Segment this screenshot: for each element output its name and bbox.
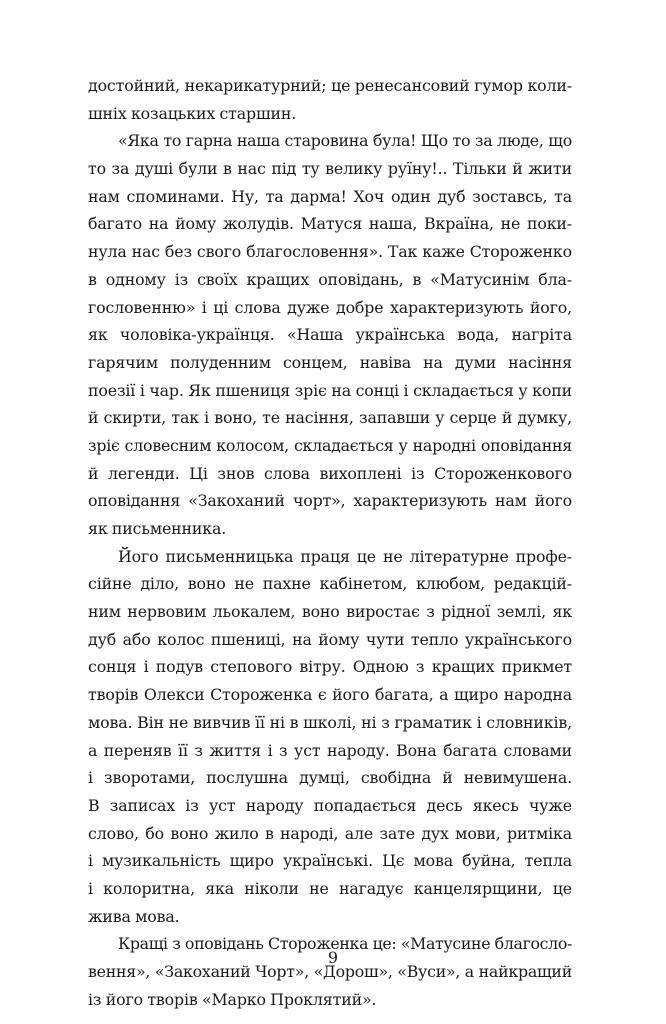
text-line: дуб або колос пшениці, на йому чути тепло українського <box>88 629 572 649</box>
text-line: жива мова. <box>88 906 180 926</box>
text-line: шніх козацьких старшин. <box>88 103 297 123</box>
text-line: багато на йому жолудів. Матуся наша, Вкраїна, не поки- <box>88 214 572 234</box>
paragraph-3 <box>88 543 572 931</box>
text-line: як чоловіка-українця. «Наша українська вода, нагріта <box>88 325 572 345</box>
text-line: сійне діло, воно не пахне кабінетом, клюбом, редакцій- <box>88 574 572 594</box>
page-number: 9 <box>327 948 339 967</box>
text-line: в одному із своїх кращих оповідань, в «Матусинім бла- <box>88 269 572 289</box>
paragraph-1 <box>88 72 572 127</box>
text-line: оповідання «Закоханий чорт», характеризують нам його <box>88 491 572 511</box>
text-line: й легенди. Ці знов слова вихоплені із Стороженкового <box>88 463 572 483</box>
text-line: і колоритна, яка ніколи не нагадує канцелярщини, це <box>88 878 572 898</box>
text-line: сонця і подув степового вітру. Одною з кращих прикмет <box>88 657 572 677</box>
text-line: творів Олекси Стороженка є його багата, а щиро народна <box>88 685 572 705</box>
text-line: слово, бо воно жило в народі, але зате дух мови, ритміка <box>88 823 572 843</box>
text-line: вення», «Закоханий Чорт», «Дорош», «Вуси», а найкращий <box>88 962 572 981</box>
text-line: нула нас без свого благословення». Так каже Стороженко <box>88 242 572 262</box>
text-line: гарячим полуденним сонцем, навіва на думи насіння <box>88 352 572 372</box>
text-line: Кращі з оповідань Стороженка це: «Матусине благосло- <box>118 934 572 954</box>
text-line: Його письменницька праця це не літературне профе- <box>118 546 572 566</box>
text-line: із його творів «Марко Проклятий». <box>88 989 377 1009</box>
text-line: гословенню» і ці слова дуже добре характеризують його, <box>88 297 572 317</box>
text-line: достойний, некарикатурний; це ренесансовий гумор коли- <box>88 76 572 95</box>
paragraph-2 <box>88 127 572 542</box>
paragraph-4 <box>88 930 572 1013</box>
text-line: як письменника. <box>88 519 227 538</box>
text-line: то за душі були в нас під ту велику руїну!.. Тільки й жити <box>88 159 572 179</box>
text-line: а переняв її з життя і з уст народу. Вона багата словами <box>88 740 572 760</box>
text-line: «Яка то гарна наша старовина була! Що то за люде, що <box>118 131 572 151</box>
text-line: мова. Він не вивчив її ні в школі, ні з граматик і словників, <box>88 712 572 732</box>
text-line: ним нервовим льокалем, воно виростає з рідної землі, як <box>88 602 572 622</box>
text-line: нам споминами. Ну, та дарма! Хоч один дуб зоставсь, та <box>88 186 572 206</box>
text-line: поезії і чар. Як пшениця зріє на сонці і складається у копи <box>88 380 572 400</box>
text-line: і зворотами, послушна думці, свобідна й невимушена. <box>88 768 572 788</box>
text-line: і музикальність щиро українські. Цє мова буйна, тепла <box>88 851 572 871</box>
text-line: й скирти, так і воно, те насіння, запавши у серце й думку, <box>88 408 572 428</box>
page-body <box>88 72 572 1013</box>
text-line: зріє словесним колосом, складається у народні оповідання <box>88 435 572 455</box>
text-line: В записах із уст народу попадається десь якесь чуже <box>88 795 572 815</box>
